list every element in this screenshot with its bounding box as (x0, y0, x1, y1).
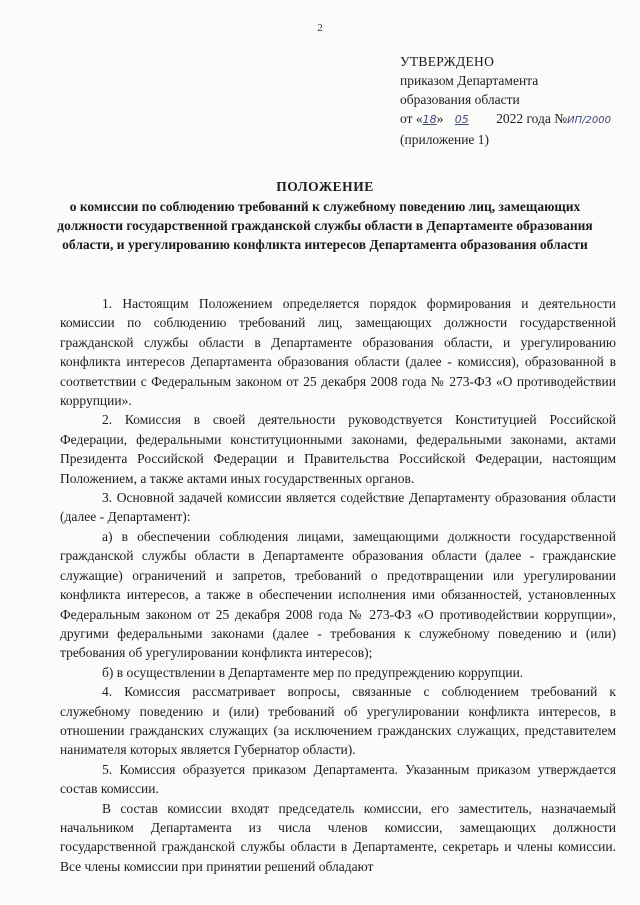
approval-appendix-line: (приложение 1) (400, 132, 490, 147)
order-number: ИП/2000 (567, 115, 611, 126)
approval-date-line (400, 109, 632, 130)
title-main: ПОЛОЖЕНИЕ (276, 179, 374, 194)
paragraph-5: 5. Комиссия образуется приказом Департамента. Указанным приказом утверждается состав комиссии. (60, 761, 616, 797)
paragraph-2: 2. Комиссия в своей деятельности руководствуется Конституцией Российской Федерации, федеральными конституционными законами, федеральными законами, актами Президента Российской Федерации и Правительства Российской Федерации, настоящим Положением, а также актами иных государственных органов. (60, 412, 616, 486)
document-body (60, 294, 616, 876)
title-subtitle: о комиссии по соблюдению требований к служебному поведению лиц, замещающих должности государственной гражданской службы области в Департаменте образования области, и урегулированию конфликта интересов Департамента образования области (57, 199, 593, 252)
date-mid: » (436, 111, 444, 126)
date-month: 05 (454, 113, 469, 126)
date-year: 2022 года № (496, 111, 568, 126)
date-day: 18 (422, 113, 437, 126)
date-prefix: от « (400, 111, 423, 126)
paragraph-3a: а) в обеспечении соблюдения лицами, замещающими должности государственной гражданской службы области в Департаменте образования области (далее - гражданские служащие) ограничений и запретов, требований о предотвращении или урегулировании конфликта интересов, а также в обеспечении исполнения ими обязанностей, установленных Федеральным законом от 25 декабря 2008 года № 273-ФЗ «О противодействии коррупции», другими федеральными законами (далее - требования к служебному поведению и (или) требования об урегулировании конфликта интересов); (60, 528, 616, 661)
approval-order-line: приказом Департамента (400, 73, 539, 88)
approval-heading: УТВЕРЖДЕНО (400, 54, 495, 69)
page-number: 2 (317, 22, 323, 34)
paragraph-4: 4. Комиссия рассматривает вопросы, связанные с соблюдением требований к служебному поведению и (или) требований об урегулировании конфликта интересов, в отношении гражданских служащих (за исключением гражданских служащих, представителем нанимателя которых является Губернатор области). (60, 684, 616, 758)
approval-stamp (400, 52, 632, 149)
paragraph-3b: б) в осуществлении в Департаменте мер по предупреждению коррупции. (102, 664, 524, 680)
document-title (55, 177, 595, 254)
paragraph-1: 1. Настоящим Положением определяется порядок формирования и деятельности комиссии по соблюдению требований лиц, замещающих должности государственной гражданской службы области в Департаменте образования области, и урегулированию конфликта интересов Департамента образования области (далее - комиссия), образованной в соответствии с Федеральным законом от 25 декабря 2008 года № 273-ФЗ «О противодействии коррупции». (60, 296, 616, 409)
paragraph-6: В состав комиссии входят председатель комиссии, его заместитель, назначаемый начальником Департамента из числа членов комиссии, замещающих должности государственной гражданской службы области в Департаменте, секретарь и члены комиссии. Все члены комиссии при принятии решений обладают (60, 800, 616, 874)
approval-department-line: образования области (400, 92, 520, 107)
paragraph-3: 3. Основной задачей комиссии является содействие Департаменту образования области (далее - Департамент): (60, 490, 616, 525)
